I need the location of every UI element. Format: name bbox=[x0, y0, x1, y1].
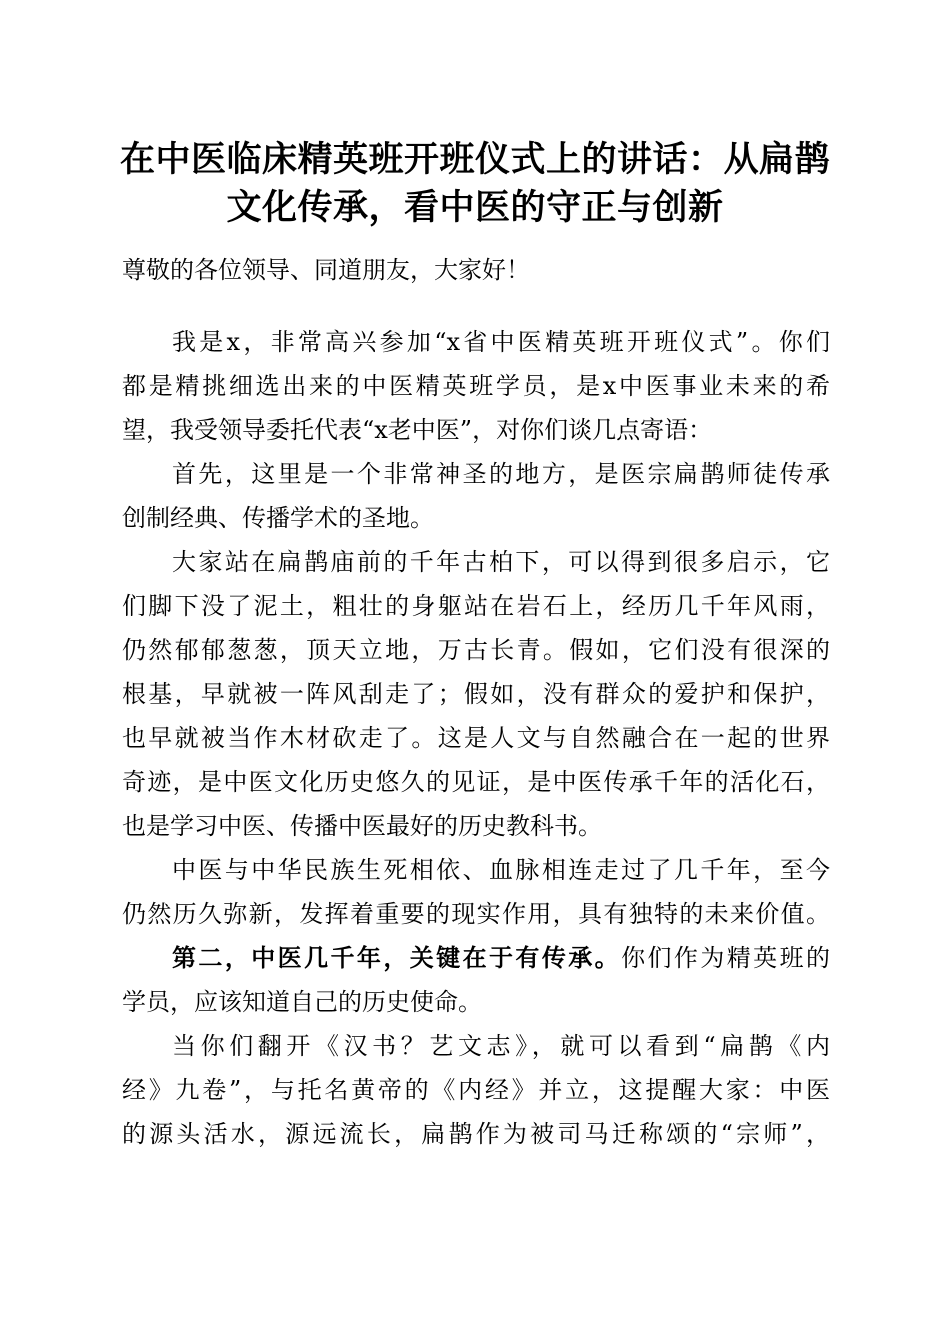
paragraph-line: 仍然郁郁葱葱，顶天立地，万古长青。假如，它们没有很深的 bbox=[122, 636, 830, 664]
paragraph-line: 也早就被当作木材砍走了。这是人文与自然融合在一起的世界 bbox=[122, 724, 830, 752]
paragraph-line: 奇迹，是中医文化历史悠久的见证，是中医传承千年的活化石， bbox=[122, 768, 830, 796]
document-title-line-2: 文化传承，看中医的守正与创新 bbox=[226, 187, 724, 228]
paragraph-line: 我是x，非常高兴参加“x省中医精英班开班仪式”。你们 bbox=[172, 328, 830, 356]
paragraph-text: 你们作为精英班的 bbox=[621, 944, 831, 972]
paragraph-line: 仍然历久弥新，发挥着重要的现实作用，具有独特的未来价值。 bbox=[122, 900, 830, 928]
paragraph-line: 望，我受领导委托代表“x老中医”，对你们谈几点寄语： bbox=[122, 416, 713, 444]
greeting: 尊敬的各位领导、同道朋友，大家好！ bbox=[122, 256, 530, 284]
paragraph-line: 也是学习中医、传播中医最好的历史教科书。 bbox=[122, 812, 602, 840]
paragraph-line: 的源头活水，源远流长，扁鹊作为被司马迁称颂的“宗师”， bbox=[122, 1120, 830, 1148]
paragraph-line: 经》九卷”，与托名黄帝的《内经》并立，这提醒大家：中医 bbox=[122, 1076, 830, 1104]
paragraph-line: 当你们翻开《汉书？艺文志》，就可以看到“扁鹊《内 bbox=[172, 1032, 830, 1060]
section-heading-bold: 第二，中医几千年，关键在于有传承。 bbox=[172, 943, 622, 972]
paragraph-line: 创制经典、传播学术的圣地。 bbox=[122, 504, 434, 532]
paragraph-line: 学员，应该知道自己的历史使命。 bbox=[122, 988, 482, 1016]
paragraph-line: 都是精挑细选出来的中医精英班学员，是x中医事业未来的希 bbox=[122, 372, 830, 400]
paragraph-line bbox=[172, 938, 830, 978]
paragraph-line: 根基，早就被一阵风刮走了；假如，没有群众的爱护和保护， bbox=[122, 680, 830, 708]
paragraph-line: 们脚下没了泥土，粗壮的身躯站在岩石上，经历几千年风雨， bbox=[122, 592, 830, 620]
document-title-line-1: 在中医临床精英班开班仪式上的讲话：从扁鹊 bbox=[119, 139, 830, 180]
paragraph-line: 首先，这里是一个非常神圣的地方，是医宗扁鹊师徒传承 bbox=[172, 460, 830, 488]
paragraph-line: 大家站在扁鹊庙前的千年古柏下，可以得到很多启示，它 bbox=[172, 548, 830, 576]
paragraph-line: 中医与中华民族生死相依、血脉相连走过了几千年，至今 bbox=[172, 856, 830, 884]
